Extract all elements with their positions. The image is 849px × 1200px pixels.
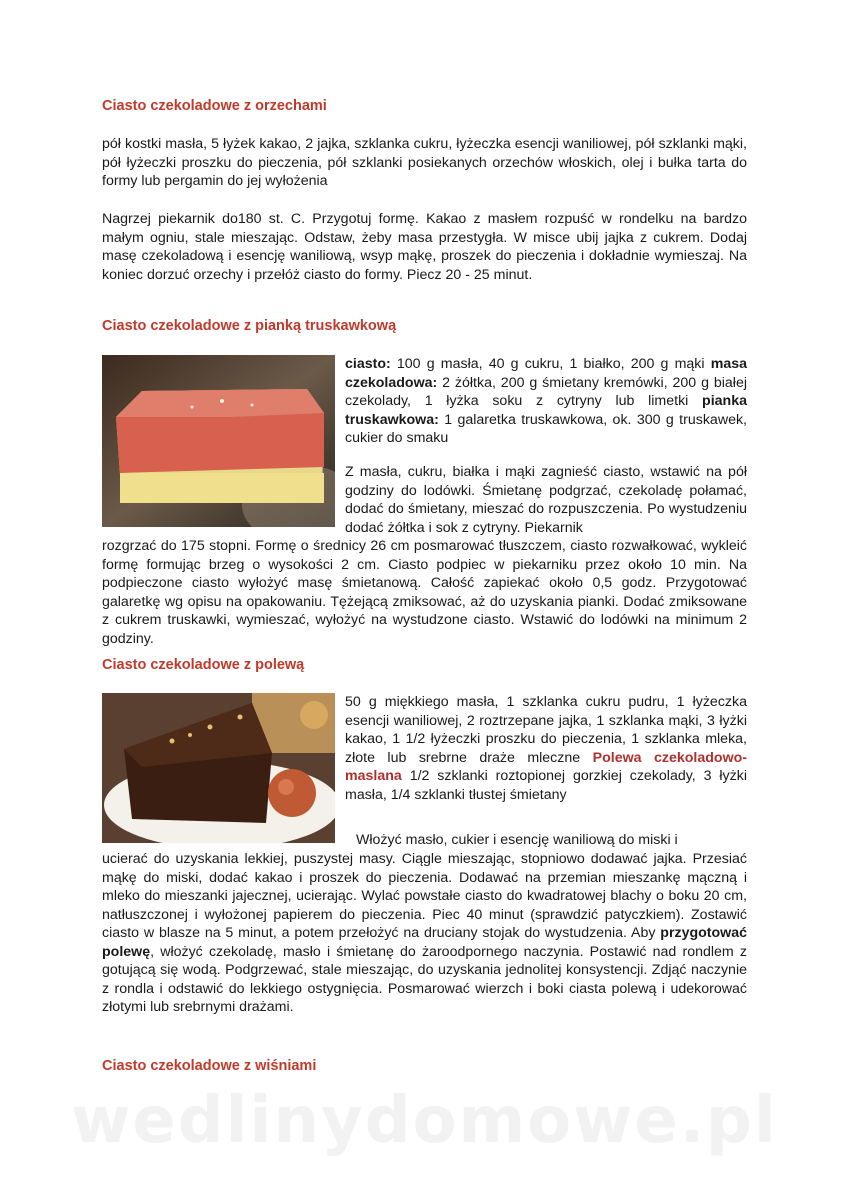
recipe-ingredients [345,693,747,804]
site-watermark: wedlinydomowe.pl [71,1084,778,1158]
strawberry-mousse-cake-photo-icon [102,355,335,527]
glaze-subheading: Polewa czekoladowo-maslana [345,749,747,784]
ingredient-text: 50 g miękkiego masła, 1 szklanka cukru pudru, 1 łyżeczka esencji waniliowej, 2 roztrzepane jajka, 1 szklanka mąki, 3 łyżki kakao, 1 1/2 łyżeczki proszku do pieczenia, 1 szklanka mleka, złote lub srebrne draże mleczne [345,694,747,766]
recipe-title: Ciasto czekoladowe z orzechami [102,98,327,114]
ingredient-text: 100 g masła, 40 g cukru, 1 białko, 200 g mąki [390,356,705,372]
recipe-method: Włożyć masło, cukier i esencję waniliową do miski i [356,832,678,848]
method-text: ucierać do uzyskania lekkiej, puszystej masy. Ciągle mieszając, stopniowo dodawać jajka. Przesiać mąkę do miski, dodać kakao i proszek do pieczenia. Dodawać na przemian mieszankę mączną i mleko do mieszanki jajecznej, ucierając. Wylać powstałe ciasto do kwadratowej blachy o boku 20 cm, natłuszczonej i wyłożonej papierem do pieczenia. Piec 40 minut (sprawdzić patyczkiem). Zostawić ciasto w blasze na 5 minut, a potem przełożyć na druciany stojak do wystudzenia. Aby [102,851,747,941]
ingredient-label: pianka truskawkowa: [345,393,747,428]
ingredient-text: 1 galaretka truskawkowa, ok. 300 g truskawek, cukier do smaku [345,411,747,446]
method-emphasis: przygotować polewę [102,925,747,960]
ingredient-text: 1/2 szklanki roztopionej gorzkiej czekolady, 3 łyżki masła, 1/4 szklanki tłustej śmietany [345,768,747,803]
recipe-title: Ciasto czekoladowe z wiśniami [102,1058,317,1074]
recipe-ingredients [345,355,747,448]
method-text: , włożyć czekoladę, masło i śmietanę do żaroodpornego naczynia. Postawić nad rondlem z gotującą się wodą. Podgrzewać, stale mieszając, do uzyskania jednolitej konsystencji. Zdjąć naczynie z rondla i odstawić do lekkiego ostygnięcia. Posmarować wierzch i boki ciasta polewą i udekorować złotymi lub srebrnymi drażami. [102,943,747,1015]
recipe-method: Nagrzej piekarnik do180 st. C. Przygotuj formę. Kakao z masłem rozpuść w rondelku na bardzo małym ogniu, stale mieszając. Odstaw, żeby masa przestygła. W misce ubij jajka z cukrem. Dodaj masę czekoladową i esencję waniliową, wsyp mąkę, proszek do pieczenia i dokładnie wymieszaj. Na koniec dorzuć orzechy i przełóż ciasto do formy. Piecz 20 - 25 minut. [102,211,747,283]
recipe-method: Z masła, cukru, białka i mąki zagnieść ciasto, wstawić na pół godziny do lodówki. Śmietanę podgrzać, czekoladę połamać, dodać do śmietany, mieszać do rozpuszczenia. Po wystudzeniu dodać żółtka i sok z cytryny. Piekarnik [345,464,747,536]
ingredient-label: masa czekoladowa: [345,356,747,391]
recipe-method: rozgrzać do 175 stopni. Formę o średnicy 26 cm posmarować tłuszczem, ciasto rozwałkować, wykleić formę formując brzeg o wysokości 2 cm. Ciasto podpiec w piekarniku przez około 10 min. Na podpieczone ciasto wyłożyć masę śmietanową. Całość zapiekać około 0,5 godz. Przygotować galaretkę wg opisu na opakowaniu. Tężejącą zmiksować, aż do uzyskania pianki. Dodać zmiksowane z cukrem truskawki, wymieszać, wyłożyć na wystudzone ciasto. Wstawić do lodówki na minimum 2 godziny. [102,538,747,647]
recipe-method [102,850,747,1017]
recipe-title: Ciasto czekoladowe z pianką truskawkową [102,318,397,334]
ingredient-text: 2 żółtka, 200 g śmietany kremówki, 200 g białej czekolady, 1 łyżka soku z cytryny lub limetki [345,374,747,409]
chocolate-cake-with-ice-cream-photo-icon [102,693,335,843]
ingredient-label: ciasto: [345,356,391,372]
recipe-ingredients: pół kostki masła, 5 łyżek kakao, 2 jajka, szklanka cukru, łyżeczka esencji waniliowej, pół szklanki mąki, pół łyżeczki proszku do pieczenia, pół szklanki posiekanych orzechów włoskich, olej i bułka tarta do formy lub pergamin do jej wyłożenia [102,136,747,189]
recipe-title: Ciasto czekoladowe z polewą [102,657,305,673]
